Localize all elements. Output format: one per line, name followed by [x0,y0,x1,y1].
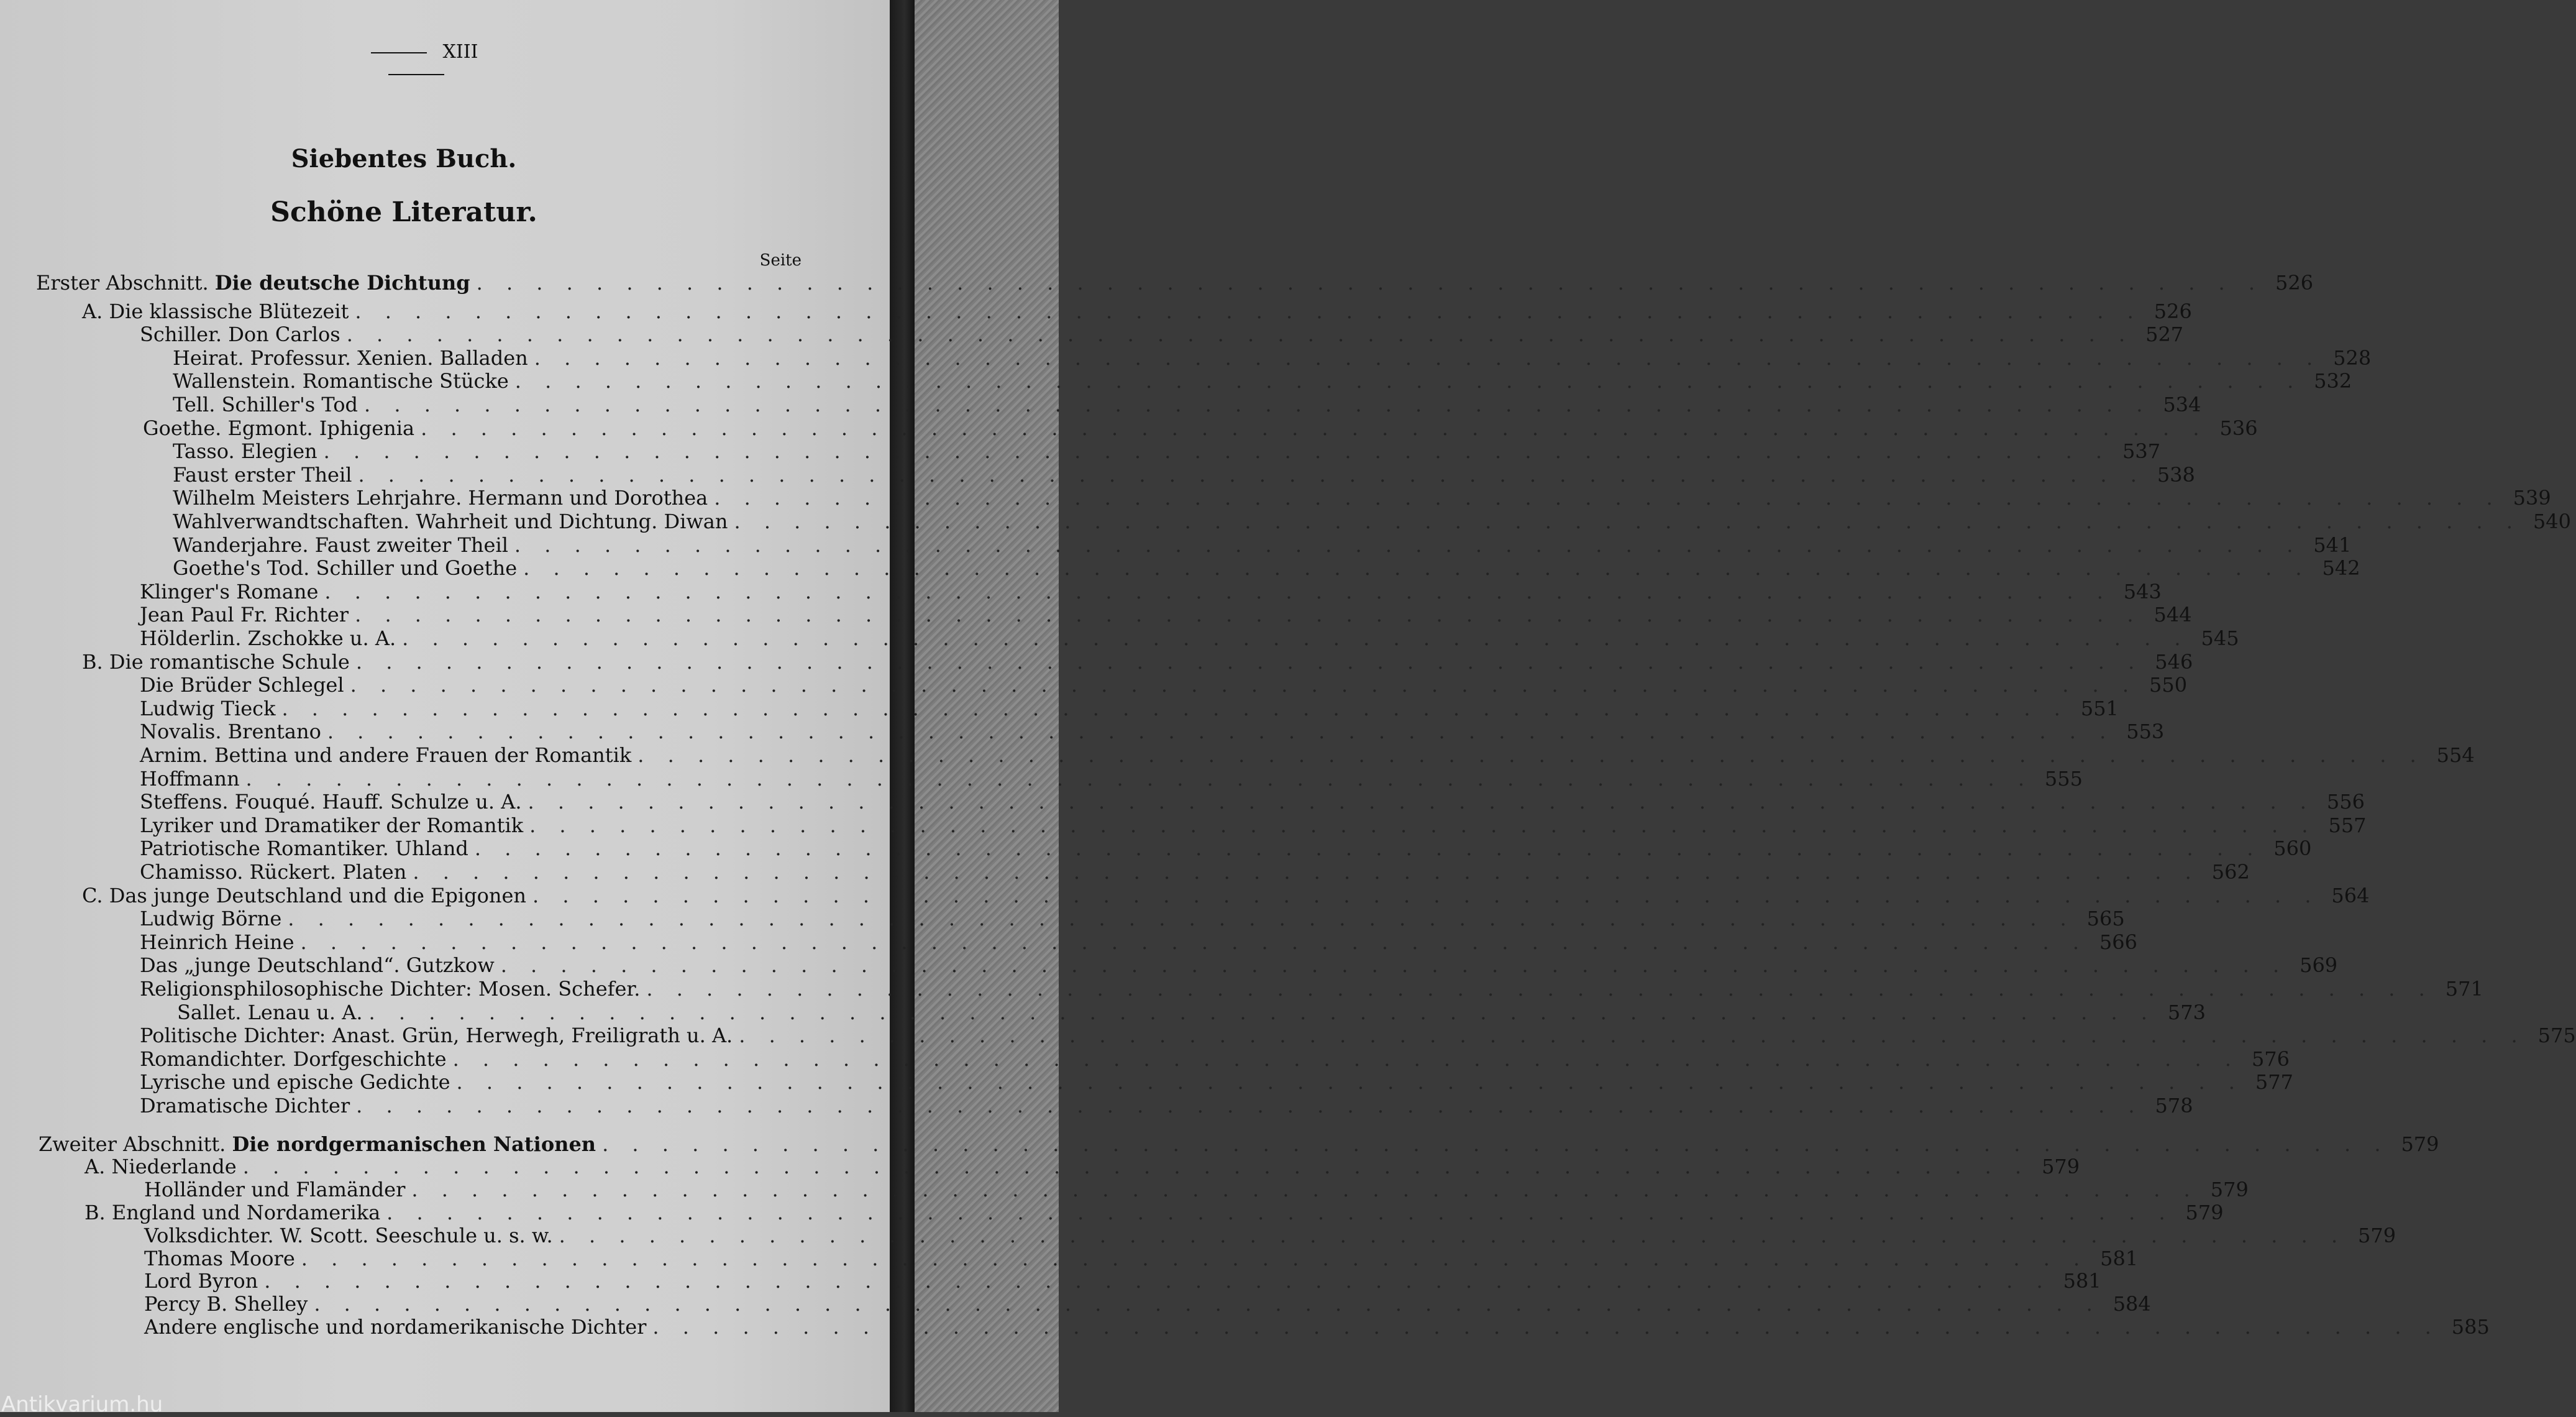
toc-entry [0,1024,2576,1048]
toc-leader-dots: . . . . . . . . . . . . . . . . . . . . . . . . . . . . . . . . . . . . . . . . . . . . . . . . . . . . . . . . . . . . [364,393,2152,416]
toc-entry-label: Erster Abschnitt. Die deutsche Dichtung [36,271,470,295]
watermark: Antikvarium.hu [1,1392,163,1417]
toc-entry-label: Lord Byron [144,1269,258,1293]
toc-leader-dots: . . . . . . . . . . . . . . . . . . . . . . . . . . . . . . . . . . . . . . . . . . . . . . . . . . . . . . . . . . . . [646,977,2434,1001]
toc-entry-label: Faust erster Theil [173,462,352,487]
toc-entry-label: A. Die klassische Blütezeit [82,299,349,323]
toc-entry [0,837,2312,861]
toc-entry-label: Die Brüder Schlegel [140,673,344,697]
toc-leader-dots: . . . . . . . . . . . . . . . . . . . . . . . . . . . . . . . . . . . . . . . . . . . . . . . . . . . . . . . . . . . . [355,299,2142,323]
toc-entry-page: 557 [2328,813,2367,837]
toc-entry [0,556,2360,580]
toc-entry-page: 554 [2436,743,2475,767]
toc-entry-label: Goethe's Tod. Schiller und Goethe [173,556,518,580]
toc-entry [0,626,2239,650]
toc-entry [0,369,2352,393]
toc-leader-dots: . . . . . . . . . . . . . . . . . . . . . . . . . . . . . . . . . . . . . . . . . . . . . . . . . . . . . . . . . . . . [559,1223,2347,1247]
toc-entry-label: Dramatische Dichter [140,1094,350,1117]
toc-entry-label: Heinrich Heine [140,930,295,954]
toc-entry-label: Zweiter Abschnitt. Die nordgermanischen Nationen [39,1132,596,1156]
toc-leader-dots: . . . . . . . . . . . . . . . . . . . . . . . . . . . . . . . . . . . . . . . . . . . . . . . . . . . . . . . . . . . . [402,626,2190,650]
toc-entry [0,813,2367,837]
toc-entry [0,1155,2080,1179]
toc-entry [0,883,2370,907]
toc-entry [0,1094,2193,1117]
toc-entry-label: Holländer und Flamänder [144,1178,406,1202]
toc-entry [0,1178,2249,1202]
toc-entry-label: Goethe. Egmont. Iphigenia [143,416,415,440]
toc-leader-dots: . . . . . . . . . . . . . . . . . . . . . . . . . . . . . . . . . . . . . . . . . . . . . . . . . . . . . . . . . . . . [242,1155,2030,1179]
toc-entry-page: 542 [2322,556,2360,580]
toc-leader-dots: . . . . . . . . . . . . . . . . . . . . . . . . . . . . . . . . . . . . . . . . . . . . . . . . . . . . . . . . . . . . [356,1094,2144,1117]
toc-entry [0,393,2201,416]
toc-entry-page: 538 [2157,462,2195,487]
toc-leader-dots: . . . . . . . . . . . . . . . . . . . . . . . . . . . . . . . . . . . . . . . . . . . . . . . . . . . . . . . . . . . . [358,462,2145,487]
toc-entry-label: Politische Dichter: Anast. Grün, Herwegh, Freiligrath u. A. [140,1024,733,1048]
toc-leader-dots: . . . . . . . . . . . . . . . . . . . . . . . . . . . . . . . . . . . . . . . . . . . . . . . . . . . . . . . . . . . . [346,323,2134,347]
toc-entry-label: Tell. Schiller's Tod [173,393,358,416]
toc-entry-label: B. England und Nordamerika [84,1201,381,1224]
toc-entry [0,1070,2293,1094]
toc-entry [0,1047,2290,1071]
toc-entry-page: 585 [2451,1315,2490,1339]
toc-entry-label: Chamisso. Rückert. Platen [140,860,407,884]
toc-leader-dots: . . . . . . . . . . . . . . . . . . . . . . . . . . . . . . . . . . . . . . . . . . . . . . . . . . . . . . . . . . . . [350,673,2138,697]
toc-entry [0,299,2192,323]
toc-entry-page: 550 [2149,673,2188,697]
toc-entry [0,953,2338,978]
toc-entry-label: Sallet. Lenau u. A. [177,1000,363,1024]
page-number: XIII [442,41,478,63]
toc-entry-page: 579 [2042,1155,2080,1179]
toc-entry-label: Jean Paul Fr. Richter [140,603,349,627]
toc-entry-page: 526 [2275,271,2314,295]
toc-leader-dots: . . . . . . . . . . . . . . . . . . . . . . . . . . . . . . . . . . . . . . . . . . . . . . . . . . . . . . . . . . . . [327,720,2115,744]
toc-entry-label: Religionsphilosophische Dichter: Mosen. Schefer. [140,977,641,1001]
toc-leader-dots: . . . . . . . . . . . . . . . . . . . . . . . . . . . . . . . . . . . . . . . . . . . . . . . . . . . . . . . . . . . . [368,1000,2156,1024]
toc-entry [0,696,2119,720]
toc-entry-page: 579 [2401,1132,2439,1156]
toc-leader-dots: . . . . . . . . . . . . . . . . . . . . . . . . . . . . . . . . . . . . . . . . . . . . . . . . . . . . . . . . . . . . [300,930,2088,954]
toc-entry [0,346,2372,370]
toc-entry-label: Steffens. Fouqué. Hauff. Schulze u. A. [140,790,522,814]
toc-entry-page: 546 [2155,649,2193,674]
toc-entry-label: Schiller. Don Carlos [140,323,340,347]
toc-entry-label: Lyrische und epische Gedichte [140,1070,450,1094]
toc-leader-dots: . . . . . . . . . . . . . . . . . . . . . . . . . . . . . . . . . . . . . . . . . . . . . . . . . . . . . . . . . . . . [456,1070,2244,1094]
toc-leader-dots: . . . . . . . . . . . . . . . . . . . . . . . . . . . . . . . . . . . . . . . . . . . . . . . . . . . . . . . . . . . . [421,416,2208,440]
toc-leader-dots: . . . . . . . . . . . . . . . . . . . . . . . . . . . . . . . . . . . . . . . . . . . . . . . . . . . . . . . . . . . . [323,439,2111,464]
toc-entry-label: Klinger's Romane [140,579,319,603]
toc-entry [0,673,2188,697]
toc-entry-page: 553 [2126,720,2165,744]
toc-entry-label: Hölderlin. Zschokke u. A. [140,626,396,650]
toc-leader-dots: . . . . . . . . . . . . . . . . . . . . . . . . . . . . . . . . . . . . . . . . . . . . . . . . . . . . . . . . . . . . [288,907,2075,931]
toc-leader-dots: . . . . . . . . . . . . . . . . . . . . . . . . . . . . . . . . . . . . . . . . . . . . . . . . . . . . . . . . . . . . [514,533,2302,557]
toc-entry [0,1201,2224,1224]
toc-entry-page: 577 [2255,1070,2293,1094]
toc-entry [0,323,2184,347]
toc-entry-label: Patriotische Romantiker. Uhland [140,837,468,861]
toc-entry [0,930,2137,954]
toc-entry-page: 560 [2273,837,2312,861]
toc-entry-page: 543 [2123,579,2162,603]
toc-entry [0,1132,2439,1156]
toc-entry-label: Wallenstein. Romantische Stücke [173,369,509,393]
toc-entry-page: 569 [2300,953,2338,978]
toc-leader-dots: . . . . . . . . . . . . . . . . . . . . . . . . . . . . . . . . . . . . . . . . . . . . . . . . . . . . . . . . . . . . [245,766,2033,791]
toc-leader-dots: . . . . . . . . . . . . . . . . . . . . . . . . . . . . . . . . . . . . . . . . . . . . . . . . . . . . . . . . . . . . [714,486,2501,510]
toc-entry [0,860,2250,884]
toc-entry [0,271,2314,295]
toc-entry-label: Ludwig Börne [140,907,282,931]
toc-entry-page: 573 [2167,1000,2206,1024]
toc-leader-dots: . . . . . . . . . . . . . . . . . . . . . . . . . . . . . . . . . . . . . . . . . . . . . . . . . . . . . . . . . . . . [301,1246,2089,1270]
toc-entry [0,790,2365,814]
toc-entry-page: 540 [2533,510,2571,533]
toc-entry [0,486,2551,510]
toc-entry-page: 526 [2154,299,2192,323]
toc-entry-page: 536 [2219,416,2258,440]
toc-entry-label: Percy B. Shelley [144,1292,308,1316]
toc-entry-label: Arnim. Bettina und andere Frauen der Romantik [140,743,632,767]
toc-entry [0,1269,2101,1293]
toc-entry-page: 551 [2080,696,2119,720]
toc-leader-dots: . . . . . . . . . . . . . . . . . . . . . . . . . . . . . . . . . . . . . . . . . . . . . . . . . . . . . . . . . . . . [476,271,2264,295]
toc-leader-dots: . . . . . . . . . . . . . . . . . . . . . . . . . . . . . . . . . . . . . . . . . . . . . . . . . . . . . . . . . . . . [500,953,2288,978]
toc-entry-label: Wanderjahre. Faust zweiter Theil [173,533,508,557]
toc-entry [0,977,2483,1001]
toc-leader-dots: . . . . . . . . . . . . . . . . . . . . . . . . . . . . . . . . . . . . . . . . . . . . . . . . . . . . . . . . . . . . [523,556,2311,580]
toc-entry-label: Hoffmann [140,766,240,791]
toc-entry [0,907,2125,931]
toc-leader-dots: . . . . . . . . . . . . . . . . . . . . . . . . . . . . . . . . . . . . . . . . . . . . . . . . . . . . . . . . . . . . [281,696,2069,720]
toc-entry-page: 562 [2211,860,2250,884]
toc-entry [0,720,2165,744]
toc-leader-dots: . . . . . . . . . . . . . . . . . . . . . . . . . . . . . . . . . . . . . . . . . . . . . . . . . . . . . . . . . . . . [534,346,2322,370]
toc-entry-label: Thomas Moore [144,1246,295,1270]
toc-leader-dots: . . . . . . . . . . . . . . . . . . . . . . . . . . . . . . . . . . . . . . . . . . . . . . . . . . . . . . . . . . . . [652,1315,2440,1339]
toc-entry-page: 579 [2185,1201,2224,1224]
toc-entry-page: 555 [2044,766,2083,791]
toc-entry [0,603,2192,627]
toc-entry-page: 579 [2210,1178,2249,1202]
toc-entry [0,416,2258,440]
toc-entry [0,1000,2206,1024]
toc-leader-dots: . . . . . . . . . . . . . . . . . . . . . . . . . . . . . . . . . . . . . . . . . . . . . . . . . . . . . . . . . . . . [474,837,2262,861]
toc-entry-page: 534 [2163,393,2201,416]
toc-entry [0,533,2352,557]
toc-leader-dots: . . . . . . . . . . . . . . . . . . . . . . . . . . . . . . . . . . . . . . . . . . . . . . . . . . . . . . . . . . . . [264,1269,2052,1293]
toc-entry [0,1246,2139,1270]
toc-entry-label: Das „junge Deutschland“. Gutzkow [140,953,495,978]
toc-entry-page: 532 [2314,369,2352,393]
toc-section-title: Die deutsche Dichtung [214,271,470,295]
toc-entry-label: Andere englische und nordamerikanische Dichter [144,1315,647,1339]
toc-entry-page: 584 [2112,1292,2151,1316]
toc-entry-page: 564 [2331,883,2370,907]
toc-entry [0,649,2193,674]
toc-entry-label: Tasso. Elegien [173,439,317,464]
toc-entry-page: 578 [2155,1094,2193,1117]
toc-entry-page: 579 [2358,1223,2396,1247]
toc-leader-dots: . . . . . . . . . . . . . . . . . . . . . . . . . . . . . . . . . . . . . . . . . . . . . . . . . . . . . . . . . . . . [739,1024,2526,1048]
toc-entry-page: 539 [2513,486,2551,510]
page-column-label: Seite [759,251,802,270]
toc-entry-page: 537 [2122,439,2161,464]
toc-leader-dots: . . . . . . . . . . . . . . . . . . . . . . . . . . . . . . . . . . . . . . . . . . . . . . . . . . . . . . . . . . . . [355,603,2142,627]
toc-leader-dots: . . . . . . . . . . . . . . . . . . . . . . . . . . . . . . . . . . . . . . . . . . . . . . . . . . . . . . . . . . . . [411,1178,2199,1202]
toc-entry-label: Volksdichter. W. Scott. Seeschule u. s. w. [144,1223,553,1247]
toc-section-title: Die nordgermanischen Nationen [232,1132,596,1156]
toc-leader-dots: . . . . . . . . . . . . . . . . . . . . . . . . . . . . . . . . . . . . . . . . . . . . . . . . . . . . . . . . . . . . [413,860,2200,884]
toc-entry-page: 545 [2201,626,2239,650]
toc-leader-dots: . . . . . . . . . . . . . . . . . . . . . . . . . . . . . . . . . . . . . . . . . . . . . . . . . . . . . . . . . . . . [602,1132,2390,1156]
toc-entry-page: 527 [2145,323,2184,347]
toc-entry-page: 571 [2445,977,2483,1001]
toc-entry-label: Lyriker und Dramatiker der Romantik [140,813,524,837]
toc-entry [0,1315,2490,1339]
toc-entry-page: 565 [2086,907,2125,931]
toc-leader-dots: . . . . . . . . . . . . . . . . . . . . . . . . . . . . . . . . . . . . . . . . . . . . . . . . . . . . . . . . . . . . [355,649,2144,674]
toc-entry-page: 541 [2313,533,2352,557]
toc-entry-label: Wahlverwandtschaften. Wahrheit und Dichtung. Diwan [173,510,728,533]
toc-entry-page: 556 [2326,790,2365,814]
toc-entry-page: 566 [2099,930,2137,954]
toc-entry [0,766,2083,791]
toc-entry-page: 576 [2251,1047,2290,1071]
toc-leader-dots: . . . . . . . . . . . . . . . . . . . . . . . . . . . . . . . . . . . . . . . . . . . . . . . . . . . . . . . . . . . . [452,1047,2240,1071]
toc-leader-dots: . . . . . . . . . . . . . . . . . . . . . . . . . . . . . . . . . . . . . . . . . . . . . . . . . . . . . . . . . . . . [528,790,2315,814]
book-subtitle: Schöne Literatur. [270,196,537,228]
book-title: Siebentes Buch. [291,144,517,173]
toc-leader-dots: . . . . . . . . . . . . . . . . . . . . . . . . . . . . . . . . . . . . . . . . . . . . . . . . . . . . . . . . . . . . [532,883,2320,907]
toc-entry-label: Wilhelm Meisters Lehrjahre. Hermann und Dorothea [173,486,708,510]
toc-leader-dots: . . . . . . . . . . . . . . . . . . . . . . . . . . . . . . . . . . . . . . . . . . . . . . . . . . . . . . . . . . . . [529,813,2317,837]
toc-leader-dots: . . . . . . . . . . . . . . . . . . . . . . . . . . . . . . . . . . . . . . . . . . . . . . . . . . . . . . . . . . . . [734,510,2521,533]
toc-entry [0,462,2195,487]
toc-entry-page: 528 [2333,346,2372,370]
toc-entry-page: 575 [2537,1024,2576,1048]
toc-leader-dots: . . . . . . . . . . . . . . . . . . . . . . . . . . . . . . . . . . . . . . . . . . . . . . . . . . . . . . . . . . . . [386,1201,2174,1224]
toc-entry [0,510,2571,533]
toc-entry-label: Heirat. Professur. Xenien. Balladen [173,346,528,370]
toc-leader-dots: . . . . . . . . . . . . . . . . . . . . . . . . . . . . . . . . . . . . . . . . . . . . . . . . . . . . . . . . . . . . [314,1292,2101,1316]
toc-leader-dots: . . . . . . . . . . . . . . . . . . . . . . . . . . . . . . . . . . . . . . . . . . . . . . . . . . . . . . . . . . . . [514,369,2303,393]
toc-leader-dots: . . . . . . . . . . . . . . . . . . . . . . . . . . . . . . . . . . . . . . . . . . . . . . . . . . . . . . . . . . . . [637,743,2425,767]
toc-entry [0,1223,2396,1247]
toc-entry-label: C. Das junge Deutschland und die Epigonen [82,883,527,907]
toc-entry [0,439,2161,464]
toc-entry-page: 581 [2100,1246,2139,1270]
toc-entry-label: A. Niederlande [84,1155,237,1179]
toc-entry [0,1292,2151,1316]
toc-entry-page: 581 [2063,1269,2101,1293]
toc-entry-label: Romandichter. Dorfgeschichte [140,1047,447,1071]
toc-entry-label: B. Die romantische Schule [82,649,350,674]
toc-entry-label: Ludwig Tieck [140,696,276,720]
toc-leader-dots: . . . . . . . . . . . . . . . . . . . . . . . . . . . . . . . . . . . . . . . . . . . . . . . . . . . . . . . . . . . . [324,579,2112,603]
toc-entry [0,579,2162,603]
toc-entry-label: Novalis. Brentano [140,720,321,744]
toc-entry [0,743,2475,767]
toc-entry-page: 544 [2154,603,2192,627]
